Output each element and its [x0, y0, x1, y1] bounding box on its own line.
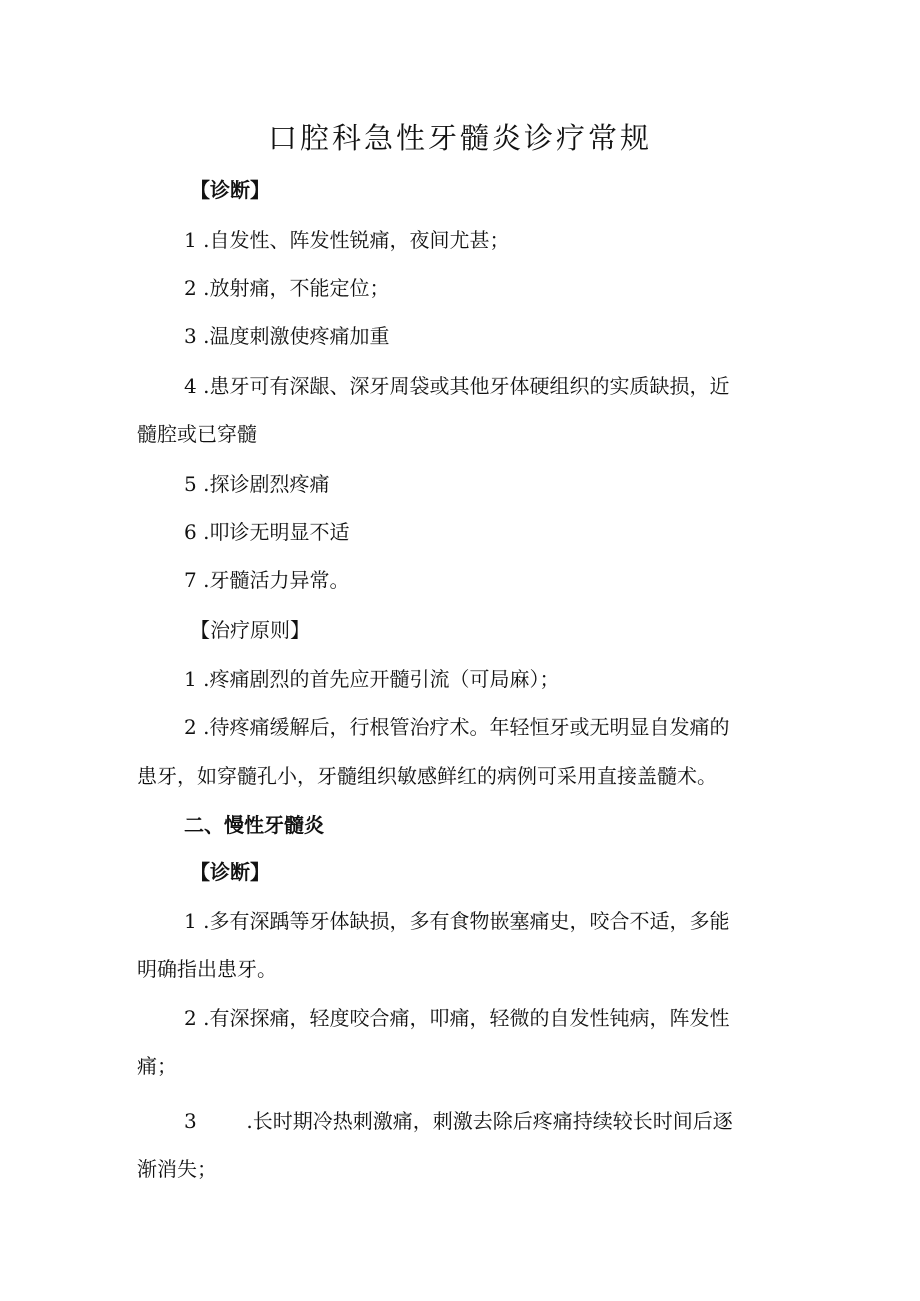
item-number: 2 [184, 715, 197, 739]
list-item-continuation: 痛； [137, 1054, 177, 1078]
diagnosis-heading: 【诊断】 [190, 860, 270, 884]
diagnosis-heading: 【诊断】 [190, 178, 270, 202]
item-text: .叩诊无明显不适 [203, 520, 350, 544]
item-number: 4 [184, 374, 197, 398]
item-number: 1 [184, 228, 197, 252]
item-text: .有深探痛，轻度咬合痛，叩痛，轻微的自发性钝病，阵发性 [203, 1006, 730, 1030]
list-item [184, 274, 389, 302]
list-item-continuation: 渐消失； [137, 1157, 217, 1181]
list-item [184, 1107, 733, 1135]
item-number: 3 [184, 1109, 197, 1133]
item-text: .长时期冷热刺激痛，刺激去除后疼痛持续较长时间后逐 [246, 1109, 733, 1133]
item-number: 6 [184, 520, 197, 544]
item-number: 5 [184, 472, 197, 496]
item-number: 2 [184, 276, 197, 300]
item-text: .牙髓活力异常。 [203, 568, 350, 592]
treatment-heading: 【治疗原则】 [190, 618, 310, 642]
list-item-continuation: 明确指出患牙。 [137, 957, 277, 981]
list-item [184, 713, 729, 741]
item-number: 1 [184, 667, 197, 691]
list-item [184, 518, 349, 546]
list-item [184, 226, 509, 254]
item-text: .患牙可有深龈、深牙周袋或其他牙体硬组织的实质缺损，近 [203, 374, 730, 398]
item-number: 3 [184, 324, 197, 348]
list-item [184, 1004, 729, 1032]
list-item [184, 470, 329, 498]
list-item [184, 907, 729, 935]
list-item [184, 372, 729, 400]
list-item [184, 566, 349, 594]
item-text: .放射痛，不能定位； [203, 276, 390, 300]
item-number: 7 [184, 568, 197, 592]
list-item-continuation: 患牙，如穿髓孔小，牙髓组织敏感鲜红的病例可采用直接盖髓术。 [137, 764, 717, 788]
item-number: 1 [184, 909, 197, 933]
list-item [184, 665, 559, 693]
page-title: 口腔科急性牙髓炎诊疗常规 [267, 121, 652, 155]
item-text: .探诊剧烈疼痛 [203, 472, 330, 496]
item-text: .待疼痛缓解后，行根管治疗术。年轻恒牙或无明显自发痛的 [203, 715, 730, 739]
item-text: .自发性、阵发性锐痛，夜间尤甚； [203, 228, 510, 252]
item-number: 2 [184, 1006, 197, 1030]
item-text: .疼痛剧烈的首先应开髓引流（可局麻）； [203, 667, 560, 691]
list-item [184, 322, 389, 350]
list-item-continuation: 髓腔或已穿髓 [137, 422, 257, 446]
item-text: .多有深踽等牙体缺损，多有食物嵌塞痛史，咬合不适，多能 [203, 909, 730, 933]
section-heading: 二、慢性牙髓炎 [184, 813, 324, 837]
item-text: .温度刺激使疼痛加重 [203, 324, 390, 348]
